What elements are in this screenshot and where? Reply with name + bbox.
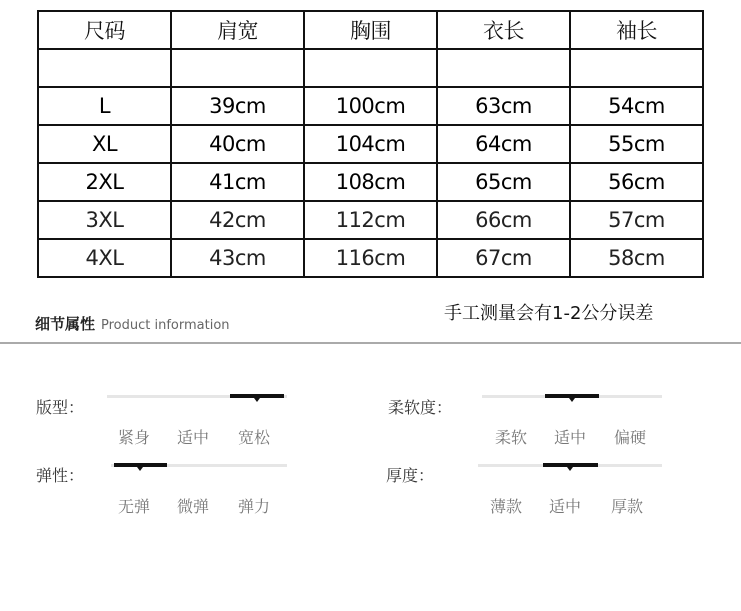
softness-option: 适中 bbox=[554, 428, 587, 447]
table-cell: 43cm bbox=[171, 239, 304, 277]
table-cell: 40cm bbox=[171, 125, 304, 163]
table-cell: 64cm bbox=[437, 125, 570, 163]
table-row bbox=[38, 87, 703, 125]
elasticity-indicator bbox=[114, 463, 167, 467]
table-cell: 108cm bbox=[304, 163, 437, 201]
table-cell: 42cm bbox=[171, 201, 304, 239]
thickness-option: 厚款 bbox=[611, 497, 644, 516]
table-cell: 104cm bbox=[304, 125, 437, 163]
header-sleeve: 袖长 bbox=[570, 11, 703, 49]
softness-option: 柔软 bbox=[495, 428, 528, 447]
fit-option: 适中 bbox=[177, 428, 210, 447]
elasticity-track bbox=[111, 464, 287, 467]
fit-label: 版型： bbox=[36, 398, 85, 417]
size-table bbox=[37, 10, 704, 278]
header-chest: 胸围 bbox=[304, 11, 437, 49]
table-row bbox=[38, 239, 703, 277]
table-row bbox=[38, 163, 703, 201]
table-row bbox=[38, 125, 703, 163]
table-cell: 41cm bbox=[171, 163, 304, 201]
softness-label: 柔软度： bbox=[388, 398, 453, 417]
table-cell: 55cm bbox=[570, 125, 703, 163]
divider bbox=[0, 342, 741, 344]
blank-cell bbox=[171, 49, 304, 87]
table-cell: L bbox=[38, 87, 171, 125]
table-cell: 54cm bbox=[570, 87, 703, 125]
table-cell: 116cm bbox=[304, 239, 437, 277]
fit-option: 紧身 bbox=[118, 428, 151, 447]
thickness-indicator bbox=[543, 463, 598, 467]
elasticity-label: 弹性： bbox=[36, 466, 85, 485]
section-subtitle: Product information bbox=[101, 318, 230, 333]
measurement-note: 手工测量会有1-2公分误差 bbox=[444, 303, 654, 324]
blank-cell bbox=[304, 49, 437, 87]
table-cell: 65cm bbox=[437, 163, 570, 201]
table-cell: 4XL bbox=[38, 239, 171, 277]
table-cell: 66cm bbox=[437, 201, 570, 239]
section-title bbox=[35, 313, 230, 334]
thickness-option: 薄款 bbox=[490, 497, 523, 516]
header-size: 尺码 bbox=[38, 11, 171, 49]
thickness-track bbox=[478, 464, 662, 467]
fit-track bbox=[107, 395, 287, 398]
fit-option: 宽松 bbox=[238, 428, 271, 447]
thickness-option: 适中 bbox=[549, 497, 582, 516]
softness-track bbox=[482, 395, 662, 398]
header-shoulder: 肩宽 bbox=[171, 11, 304, 49]
thickness-label: 厚度： bbox=[386, 466, 435, 485]
fit-indicator bbox=[230, 394, 284, 398]
table-cell: XL bbox=[38, 125, 171, 163]
blank-row bbox=[38, 49, 703, 87]
table-cell: 56cm bbox=[570, 163, 703, 201]
softness-indicator bbox=[545, 394, 599, 398]
softness-option: 偏硬 bbox=[614, 428, 647, 447]
blank-cell bbox=[38, 49, 171, 87]
elasticity-option: 弹力 bbox=[238, 497, 271, 516]
section-title-text: 细节属性 bbox=[35, 315, 96, 333]
table-cell: 57cm bbox=[570, 201, 703, 239]
blank-cell bbox=[570, 49, 703, 87]
elasticity-option: 微弹 bbox=[177, 497, 210, 516]
header-length: 衣长 bbox=[437, 11, 570, 49]
blank-cell bbox=[437, 49, 570, 87]
elasticity-option: 无弹 bbox=[118, 497, 151, 516]
table-cell: 112cm bbox=[304, 201, 437, 239]
table-cell: 3XL bbox=[38, 201, 171, 239]
table-cell: 39cm bbox=[171, 87, 304, 125]
table-cell: 67cm bbox=[437, 239, 570, 277]
table-cell: 63cm bbox=[437, 87, 570, 125]
table-cell: 58cm bbox=[570, 239, 703, 277]
table-cell: 2XL bbox=[38, 163, 171, 201]
size-table-header bbox=[38, 11, 703, 49]
table-row bbox=[38, 201, 703, 239]
table-cell: 100cm bbox=[304, 87, 437, 125]
